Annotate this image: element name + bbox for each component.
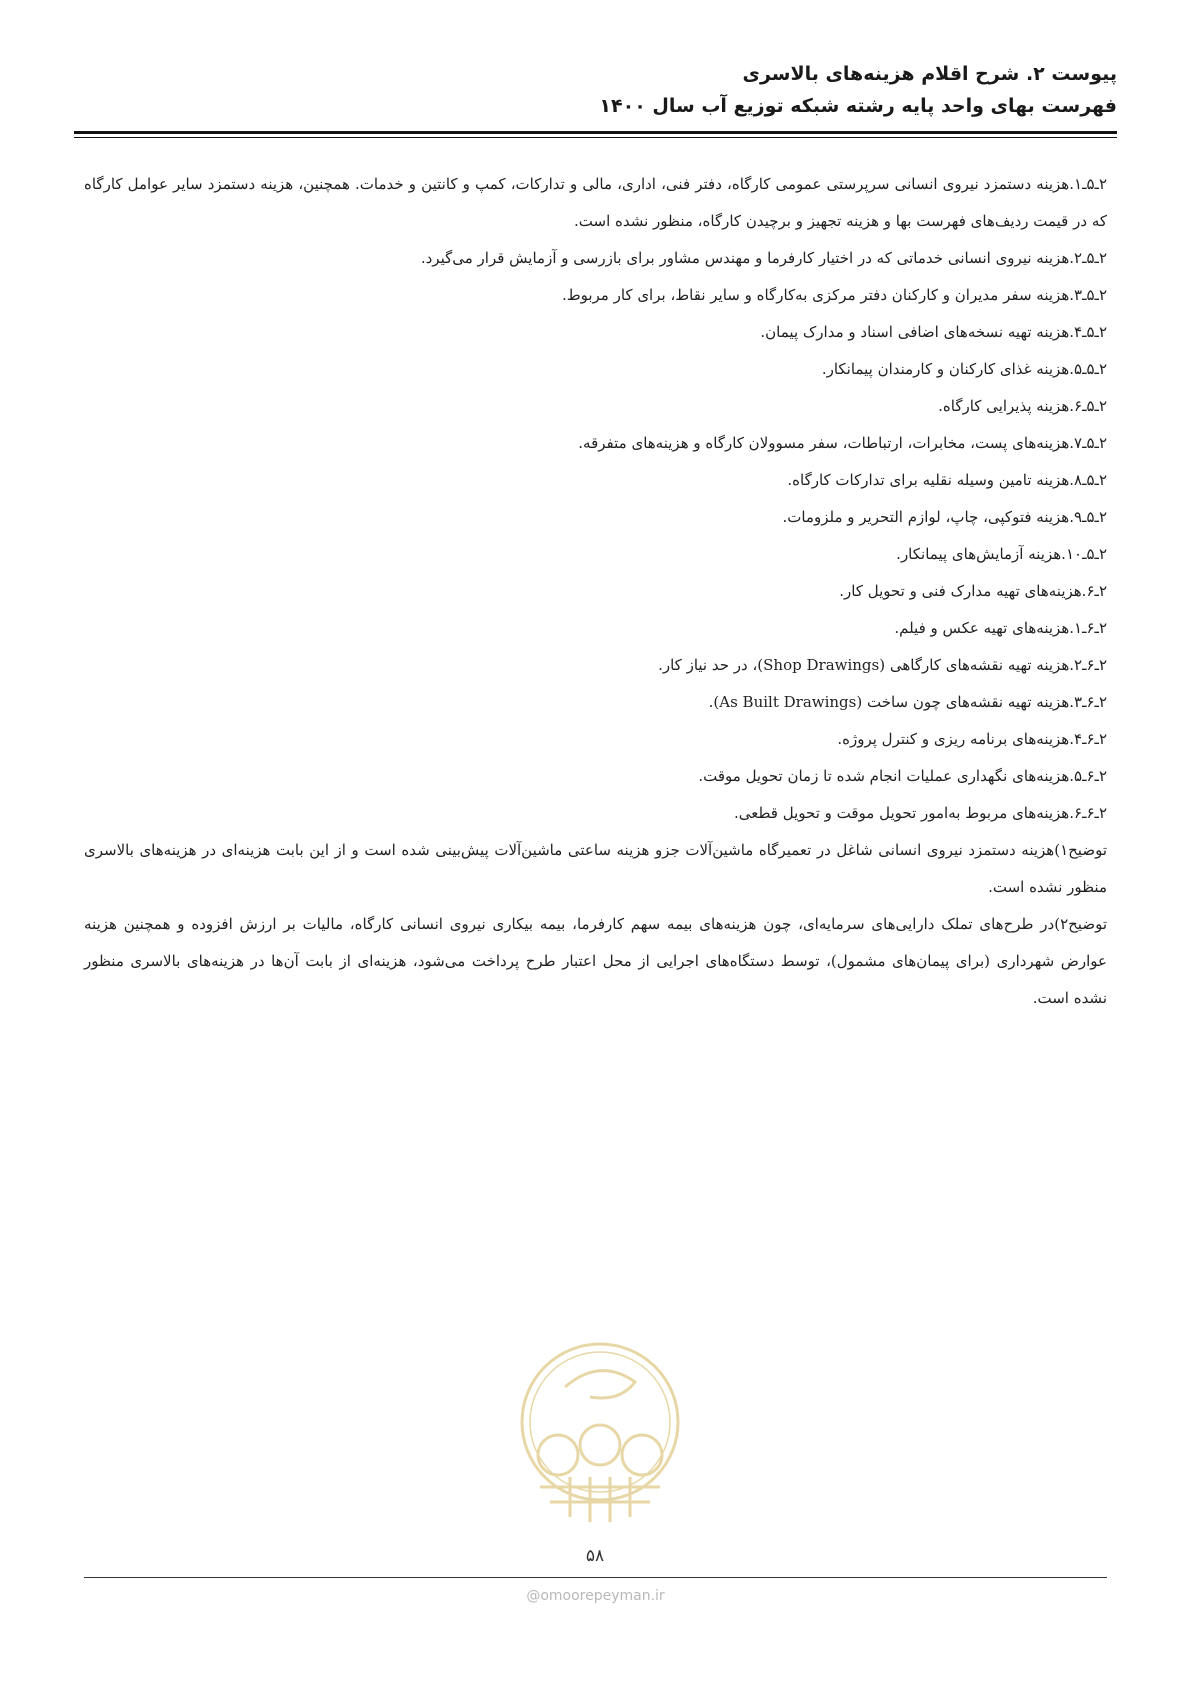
paragraph: ۲ـ۵ـ۲.هزینه نیروی انسانی خدماتی که در اختیار کارفرما و مهندس مشاور برای بازرسی و آزمایش قرار می‌گیرد. bbox=[420, 249, 1107, 267]
paragraph: ۲ـ۵ـ۱.هزینه دستمزد نیروی انسانی سرپرستی عمومی کارگاه، دفتر فنی، اداری، مالی و تدارکات، کمپ و کانتین و خدمات. همچنین، هزینه دستمزد سایر عوامل کارگاه که در قیمت ردیف‌های فهرست بها و هزینه تجهیز و برچیدن کارگاه، منظور نشده است. bbox=[84, 175, 1107, 230]
note-paragraph: توضیح۲)در طرح‌های تملک دارایی‌های سرمایه‌ای، چون هزینه‌های بیمه سهم کارفرما، بیمه بیکاری نیروی انسانی کارگاه، مالیات بر ارزش افزوده و همچنین هزینه عوارض شهرداری (برای پیمان‌های مشمول)، توسط دستگاه‌های اجرایی از محل اعتبار طرح پرداخت می‌شود، هزینه‌ای از بابت آن‌ها در هزینه‌های بالاسری منظور نشده است. bbox=[84, 915, 1107, 1007]
note-paragraph: توضیح۱)هزینه دستمزد نیروی انسانی شاغل در تعمیرگاه ماشین‌آلات جزو هزینه ساعتی ماشین‌آلات پیش‌بینی شده است و از این بابت هزینه‌ای در هزینه‌های بالاسری منظور نشده است. bbox=[84, 841, 1107, 896]
paragraph: ۲ـ۵ـ۳.هزینه سفر مدیران و کارکنان دفتر مرکزی به‌کارگاه و سایر نقاط، برای کار مربوط. bbox=[561, 286, 1107, 304]
document-title: فهرست بهای واحد پایه رشته شبکه توزیع آب سال ۱۴۰۰ bbox=[599, 95, 1117, 117]
paragraph: ۲ـ۵ـ۱۰.هزینه آزمایش‌های پیمانکار. bbox=[896, 545, 1107, 563]
header-rule-thin bbox=[74, 137, 1117, 138]
watermark-logo bbox=[510, 1327, 690, 1537]
paragraph: ۲ـ۶ـ۳.هزینه تهیه نقشه‌های چون ساخت (As Built Drawings). bbox=[708, 693, 1107, 711]
paragraph: ۲ـ۵ـ۶.هزینه پذیرایی کارگاه. bbox=[938, 397, 1107, 415]
page-number: ۵۸ bbox=[585, 1546, 605, 1566]
paragraph: ۲ـ۶ـ۱.هزینه‌های تهیه عکس و فیلم. bbox=[894, 619, 1107, 637]
paragraph: ۲ـ۶ـ۵.هزینه‌های نگهداری عملیات انجام شده تا زمان تحویل موقت. bbox=[698, 767, 1107, 785]
footer-rule bbox=[84, 1577, 1107, 1578]
paragraph: ۲ـ۶ـ۶.هزینه‌های مربوط به‌امور تحویل موقت و تحویل قطعی. bbox=[733, 804, 1107, 822]
logo-graphic bbox=[522, 1344, 678, 1522]
paragraph: ۲ـ۶ـ۲.هزینه تهیه نقشه‌های کارگاهی (Shop Drawings)، در حد نیاز کار. bbox=[658, 656, 1107, 674]
appendix-title: پیوست ۲. شرح اقلام هزینه‌های بالاسری bbox=[742, 63, 1117, 85]
header-rule-thick bbox=[74, 131, 1117, 134]
paragraph: ۲ـ۵ـ۴.هزینه تهیه نسخه‌های اضافی اسناد و مدارک پیمان. bbox=[760, 323, 1107, 341]
paragraph: ۲ـ۶ـ۴.هزینه‌های برنامه ریزی و کنترل پروژه. bbox=[837, 730, 1107, 748]
paragraph: ۲ـ۶.هزینه‌های تهیه مدارک فنی و تحویل کار. bbox=[839, 582, 1107, 600]
paragraph: ۲ـ۵ـ۸.هزینه تامین وسیله نقلیه برای تدارکات کارگاه. bbox=[787, 471, 1107, 489]
body-text bbox=[84, 166, 1107, 1017]
page-header bbox=[74, 58, 1117, 122]
paragraph: ۲ـ۵ـ۹.هزینه فتوکپی، چاپ، لوازم التحریر و ملزومات. bbox=[782, 508, 1107, 526]
paragraph: ۲ـ۵ـ۷.هزینه‌های پست، مخابرات، ارتباطات، سفر مسوولان کارگاه و هزینه‌های متفرقه. bbox=[578, 434, 1107, 452]
footer-website: @omoorepeyman.ir bbox=[526, 1588, 665, 1604]
paragraph: ۲ـ۵ـ۵.هزینه غذای کارکنان و کارمندان پیمانکار. bbox=[821, 360, 1107, 378]
